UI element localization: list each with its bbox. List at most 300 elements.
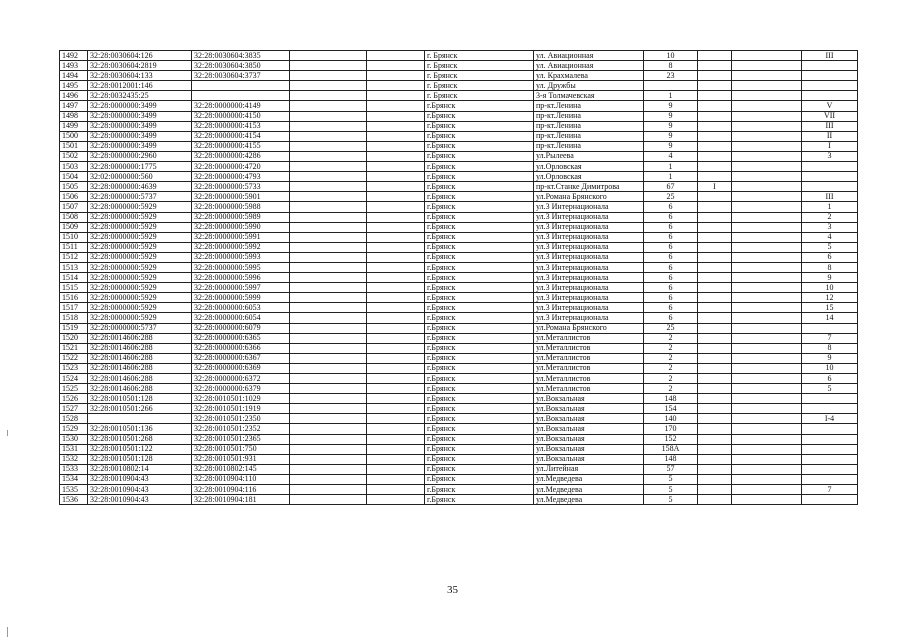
object-cadastral-number-cell: 32:28:0000000:5989 bbox=[192, 212, 290, 222]
object-cadastral-number-cell: 32:28:0000000:5996 bbox=[192, 273, 290, 283]
street-cell: ул. Авиационная bbox=[534, 61, 644, 71]
house-number-cell: 1 bbox=[644, 91, 698, 101]
object-cadastral-number-cell: 32:28:0010501:2365 bbox=[192, 434, 290, 444]
cadastral-number-cell: 32:28:0000000:5929 bbox=[88, 293, 192, 303]
city-cell: г.Брянск bbox=[425, 353, 534, 363]
table-row bbox=[60, 363, 858, 373]
empty-cell bbox=[290, 151, 367, 161]
row-number-cell: 1509 bbox=[60, 222, 88, 232]
house-number-cell: 2 bbox=[644, 353, 698, 363]
street-cell: пр-кт.Ленина bbox=[534, 121, 644, 131]
object-cadastral-number-cell: 32:28:0000000:6365 bbox=[192, 333, 290, 343]
premises-number-cell bbox=[802, 464, 858, 474]
house-number-cell: 23 bbox=[644, 71, 698, 81]
empty-cell bbox=[367, 363, 425, 373]
empty-cell bbox=[290, 81, 367, 91]
empty-cell bbox=[290, 212, 367, 222]
street-cell: ул.Медведева bbox=[534, 474, 644, 484]
premises-number-cell bbox=[802, 71, 858, 81]
empty-cell bbox=[367, 202, 425, 212]
building-cell bbox=[698, 242, 732, 252]
street-cell: ул.3 Интернационала bbox=[534, 252, 644, 262]
row-number-cell: 1503 bbox=[60, 162, 88, 172]
city-cell: г.Брянск bbox=[425, 474, 534, 484]
object-cadastral-number-cell: 32:28:0000000:4154 bbox=[192, 131, 290, 141]
row-number-cell: 1502 bbox=[60, 151, 88, 161]
street-cell: ул.Металлистов bbox=[534, 363, 644, 373]
empty-cell bbox=[732, 262, 802, 272]
scan-edge-mark bbox=[7, 430, 8, 436]
building-cell bbox=[698, 424, 732, 434]
empty-cell bbox=[290, 353, 367, 363]
premises-number-cell: II bbox=[802, 131, 858, 141]
street-cell: ул.Вокзальная bbox=[534, 444, 644, 454]
empty-cell bbox=[290, 495, 367, 505]
cadastral-number-cell: 32:28:0010501:136 bbox=[88, 424, 192, 434]
premises-number-cell: 6 bbox=[802, 374, 858, 384]
empty-cell bbox=[290, 374, 367, 384]
empty-cell bbox=[732, 202, 802, 212]
house-number-cell: 9 bbox=[644, 121, 698, 131]
city-cell: г.Брянск bbox=[425, 434, 534, 444]
premises-number-cell: III bbox=[802, 192, 858, 202]
street-cell: ул.3 Интернационала bbox=[534, 273, 644, 283]
house-number-cell: 5 bbox=[644, 474, 698, 484]
street-cell: 3-я Толмачевская bbox=[534, 91, 644, 101]
empty-cell bbox=[732, 81, 802, 91]
premises-number-cell: 5 bbox=[802, 384, 858, 394]
premises-number-cell bbox=[802, 323, 858, 333]
house-number-cell: 6 bbox=[644, 283, 698, 293]
empty-cell bbox=[732, 61, 802, 71]
city-cell: г. Брянск bbox=[425, 81, 534, 91]
premises-number-cell: 5 bbox=[802, 242, 858, 252]
premises-number-cell: 14 bbox=[802, 313, 858, 323]
premises-number-cell: 8 bbox=[802, 343, 858, 353]
house-number-cell: 5 bbox=[644, 495, 698, 505]
empty-cell bbox=[367, 434, 425, 444]
row-number-cell: 1532 bbox=[60, 454, 88, 464]
premises-number-cell: 4 bbox=[802, 232, 858, 242]
city-cell: г.Брянск bbox=[425, 273, 534, 283]
empty-cell bbox=[732, 51, 802, 61]
house-number-cell: 9 bbox=[644, 101, 698, 111]
city-cell: г.Брянск bbox=[425, 384, 534, 394]
object-cadastral-number-cell: 32:28:0010904:181 bbox=[192, 495, 290, 505]
empty-cell bbox=[367, 313, 425, 323]
house-number-cell: 6 bbox=[644, 212, 698, 222]
street-cell: ул. Авиационная bbox=[534, 51, 644, 61]
house-number-cell: 140 bbox=[644, 414, 698, 424]
house-number-cell: 2 bbox=[644, 333, 698, 343]
row-number-cell: 1494 bbox=[60, 71, 88, 81]
object-cadastral-number-cell: 32:28:0010904:110 bbox=[192, 474, 290, 484]
cadastral-number-cell: 32:28:0000000:5929 bbox=[88, 283, 192, 293]
city-cell: г.Брянск bbox=[425, 454, 534, 464]
object-cadastral-number-cell: 32:28:0010501:1029 bbox=[192, 394, 290, 404]
row-number-cell: 1499 bbox=[60, 121, 88, 131]
empty-cell bbox=[732, 131, 802, 141]
object-cadastral-number-cell: 32:28:0000000:5990 bbox=[192, 222, 290, 232]
table-row bbox=[60, 111, 858, 121]
street-cell: ул.Вокзальная bbox=[534, 414, 644, 424]
street-cell: ул.Вокзальная bbox=[534, 404, 644, 414]
city-cell: г.Брянск bbox=[425, 485, 534, 495]
city-cell: г.Брянск bbox=[425, 262, 534, 272]
cadastral-number-cell: 32:28:0014606:288 bbox=[88, 333, 192, 343]
building-cell: I bbox=[698, 182, 732, 192]
object-cadastral-number-cell: 32:28:0030604:3737 bbox=[192, 71, 290, 81]
house-number-cell: 6 bbox=[644, 222, 698, 232]
row-number-cell: 1528 bbox=[60, 414, 88, 424]
street-cell: ул.Орловская bbox=[534, 162, 644, 172]
city-cell: г.Брянск bbox=[425, 151, 534, 161]
street-cell: ул.Медведева bbox=[534, 495, 644, 505]
empty-cell bbox=[367, 242, 425, 252]
street-cell: пр-кт.Ленина bbox=[534, 101, 644, 111]
house-number-cell: 170 bbox=[644, 424, 698, 434]
street-cell: ул.Рылеева bbox=[534, 151, 644, 161]
house-number-cell bbox=[644, 81, 698, 91]
object-cadastral-number-cell: 32:28:0010501:750 bbox=[192, 444, 290, 454]
row-number-cell: 1508 bbox=[60, 212, 88, 222]
empty-cell bbox=[732, 474, 802, 484]
building-cell bbox=[698, 172, 732, 182]
table-row bbox=[60, 414, 858, 424]
house-number-cell: 10 bbox=[644, 51, 698, 61]
object-cadastral-number-cell: 32:28:0000000:6379 bbox=[192, 384, 290, 394]
empty-cell bbox=[290, 323, 367, 333]
object-cadastral-number-cell: 32:28:0000000:5999 bbox=[192, 293, 290, 303]
empty-cell bbox=[732, 71, 802, 81]
object-cadastral-number-cell: 32:28:0000000:6366 bbox=[192, 343, 290, 353]
empty-cell bbox=[732, 363, 802, 373]
city-cell: г.Брянск bbox=[425, 444, 534, 454]
cadastral-number-cell: 32:28:0000000:5929 bbox=[88, 313, 192, 323]
empty-cell bbox=[367, 464, 425, 474]
table-row bbox=[60, 343, 858, 353]
object-cadastral-number-cell: 32:28:0030604:3850 bbox=[192, 61, 290, 71]
street-cell: ул.Романа Брянского bbox=[534, 323, 644, 333]
city-cell: г.Брянск bbox=[425, 293, 534, 303]
cadastral-number-cell: 32:28:0010501:128 bbox=[88, 454, 192, 464]
cadastral-number-cell: 32:28:0000000:5929 bbox=[88, 232, 192, 242]
empty-cell bbox=[290, 71, 367, 81]
premises-number-cell bbox=[802, 495, 858, 505]
empty-cell bbox=[732, 404, 802, 414]
building-cell bbox=[698, 252, 732, 262]
cadastral-number-cell: 32:28:0000000:5929 bbox=[88, 242, 192, 252]
empty-cell bbox=[290, 454, 367, 464]
street-cell: ул.3 Интернационала bbox=[534, 313, 644, 323]
street-cell: ул.Вокзальная bbox=[534, 434, 644, 444]
building-cell bbox=[698, 192, 732, 202]
cadastral-number-cell: 32:28:0010904:43 bbox=[88, 495, 192, 505]
cadastral-number-cell: 32:28:0000000:3499 bbox=[88, 101, 192, 111]
premises-number-cell bbox=[802, 91, 858, 101]
city-cell: г.Брянск bbox=[425, 222, 534, 232]
street-cell: ул.3 Интернационала bbox=[534, 202, 644, 212]
empty-cell bbox=[367, 212, 425, 222]
empty-cell bbox=[367, 81, 425, 91]
premises-number-cell bbox=[802, 182, 858, 192]
object-cadastral-number-cell: 32:28:0000000:6369 bbox=[192, 363, 290, 373]
object-cadastral-number-cell: 32:28:0010802:145 bbox=[192, 464, 290, 474]
city-cell: г.Брянск bbox=[425, 252, 534, 262]
row-number-cell: 1526 bbox=[60, 394, 88, 404]
object-cadastral-number-cell: 32:28:0000000:5997 bbox=[192, 283, 290, 293]
table-row bbox=[60, 293, 858, 303]
building-cell bbox=[698, 212, 732, 222]
cadastral-number-cell: 32:28:0010501:122 bbox=[88, 444, 192, 454]
empty-cell bbox=[367, 485, 425, 495]
empty-cell bbox=[367, 172, 425, 182]
city-cell: г. Брянск bbox=[425, 61, 534, 71]
row-number-cell: 1524 bbox=[60, 374, 88, 384]
street-cell: ул.Металлистов bbox=[534, 353, 644, 363]
building-cell bbox=[698, 141, 732, 151]
empty-cell bbox=[367, 131, 425, 141]
premises-number-cell bbox=[802, 394, 858, 404]
row-number-cell: 1493 bbox=[60, 61, 88, 71]
city-cell: г.Брянск bbox=[425, 192, 534, 202]
cadastral-number-cell: 32:28:0000000:5929 bbox=[88, 212, 192, 222]
house-number-cell: 5 bbox=[644, 485, 698, 495]
building-cell bbox=[698, 444, 732, 454]
building-cell bbox=[698, 323, 732, 333]
street-cell: ул.Вокзальная bbox=[534, 454, 644, 464]
table-row bbox=[60, 222, 858, 232]
row-number-cell: 1500 bbox=[60, 131, 88, 141]
premises-number-cell bbox=[802, 172, 858, 182]
object-cadastral-number-cell: 32:28:0010501:1919 bbox=[192, 404, 290, 414]
row-number-cell: 1513 bbox=[60, 262, 88, 272]
cadastral-number-cell: 32:28:0000000:5737 bbox=[88, 192, 192, 202]
empty-cell bbox=[732, 343, 802, 353]
empty-cell bbox=[732, 333, 802, 343]
table-row bbox=[60, 212, 858, 222]
empty-cell bbox=[290, 424, 367, 434]
object-cadastral-number-cell: 32:28:0000000:5733 bbox=[192, 182, 290, 192]
cadastral-number-cell: 32:28:0000000:5929 bbox=[88, 262, 192, 272]
object-cadastral-number-cell: 32:28:0010501:2350 bbox=[192, 414, 290, 424]
house-number-cell: 1 bbox=[644, 162, 698, 172]
premises-number-cell: III bbox=[802, 121, 858, 131]
row-number-cell: 1511 bbox=[60, 242, 88, 252]
table-row bbox=[60, 172, 858, 182]
empty-cell bbox=[367, 293, 425, 303]
empty-cell bbox=[732, 151, 802, 161]
row-number-cell: 1504 bbox=[60, 172, 88, 182]
empty-cell bbox=[367, 61, 425, 71]
table-row bbox=[60, 464, 858, 474]
row-number-cell: 1535 bbox=[60, 485, 88, 495]
object-cadastral-number-cell: 32:28:0000000:6372 bbox=[192, 374, 290, 384]
empty-cell bbox=[290, 303, 367, 313]
register-table bbox=[59, 50, 858, 505]
building-cell bbox=[698, 111, 732, 121]
premises-number-cell: 2 bbox=[802, 212, 858, 222]
building-cell bbox=[698, 434, 732, 444]
city-cell: г.Брянск bbox=[425, 121, 534, 131]
premises-number-cell: 3 bbox=[802, 151, 858, 161]
empty-cell bbox=[732, 454, 802, 464]
empty-cell bbox=[290, 91, 367, 101]
street-cell: ул.3 Интернационала bbox=[534, 303, 644, 313]
house-number-cell: 6 bbox=[644, 262, 698, 272]
empty-cell bbox=[367, 141, 425, 151]
city-cell: г.Брянск bbox=[425, 212, 534, 222]
building-cell bbox=[698, 71, 732, 81]
cadastral-number-cell: 32:28:0000000:3499 bbox=[88, 131, 192, 141]
premises-number-cell: 6 bbox=[802, 252, 858, 262]
empty-cell bbox=[290, 182, 367, 192]
object-cadastral-number-cell: 32:28:0000000:4149 bbox=[192, 101, 290, 111]
table-row bbox=[60, 394, 858, 404]
city-cell: г.Брянск bbox=[425, 131, 534, 141]
object-cadastral-number-cell: 32:28:0000000:6367 bbox=[192, 353, 290, 363]
street-cell: ул.Романа Брянского bbox=[534, 192, 644, 202]
empty-cell bbox=[290, 131, 367, 141]
row-number-cell: 1514 bbox=[60, 273, 88, 283]
table-row bbox=[60, 313, 858, 323]
cadastral-number-cell: 32:28:0014606:288 bbox=[88, 374, 192, 384]
empty-cell bbox=[732, 414, 802, 424]
object-cadastral-number-cell: 32:28:0030604:3835 bbox=[192, 51, 290, 61]
building-cell bbox=[698, 293, 732, 303]
house-number-cell: 25 bbox=[644, 323, 698, 333]
empty-cell bbox=[732, 212, 802, 222]
empty-cell bbox=[290, 202, 367, 212]
empty-cell bbox=[732, 485, 802, 495]
street-cell: ул.3 Интернационала bbox=[534, 242, 644, 252]
object-cadastral-number-cell: 32:28:0000000:6079 bbox=[192, 323, 290, 333]
street-cell: ул.Орловская bbox=[534, 172, 644, 182]
row-number-cell: 1515 bbox=[60, 283, 88, 293]
row-number-cell: 1505 bbox=[60, 182, 88, 192]
street-cell: ул.Металлистов bbox=[534, 374, 644, 384]
street-cell: ул.Литейная bbox=[534, 464, 644, 474]
street-cell: ул.3 Интернационала bbox=[534, 222, 644, 232]
table-row bbox=[60, 374, 858, 384]
empty-cell bbox=[290, 485, 367, 495]
cadastral-number-cell: 32:28:0030604:126 bbox=[88, 51, 192, 61]
building-cell bbox=[698, 91, 732, 101]
cadastral-number-cell: 32:28:0030604:133 bbox=[88, 71, 192, 81]
city-cell: г.Брянск bbox=[425, 303, 534, 313]
building-cell bbox=[698, 131, 732, 141]
house-number-cell: 152 bbox=[644, 434, 698, 444]
table-row bbox=[60, 262, 858, 272]
house-number-cell: 6 bbox=[644, 232, 698, 242]
building-cell bbox=[698, 495, 732, 505]
empty-cell bbox=[367, 71, 425, 81]
premises-number-cell: V bbox=[802, 101, 858, 111]
building-cell bbox=[698, 202, 732, 212]
house-number-cell: 6 bbox=[644, 252, 698, 262]
empty-cell bbox=[732, 121, 802, 131]
city-cell: г.Брянск bbox=[425, 111, 534, 121]
street-cell: ул.3 Интернационала bbox=[534, 283, 644, 293]
row-number-cell: 1498 bbox=[60, 111, 88, 121]
row-number-cell: 1506 bbox=[60, 192, 88, 202]
empty-cell bbox=[732, 353, 802, 363]
cadastral-number-cell: 32:28:0014606:288 bbox=[88, 353, 192, 363]
city-cell: г. Брянск bbox=[425, 51, 534, 61]
object-cadastral-number-cell: 32:28:0000000:5991 bbox=[192, 232, 290, 242]
city-cell: г.Брянск bbox=[425, 313, 534, 323]
empty-cell bbox=[290, 222, 367, 232]
empty-cell bbox=[290, 384, 367, 394]
row-number-cell: 1536 bbox=[60, 495, 88, 505]
empty-cell bbox=[290, 273, 367, 283]
house-number-cell: 9 bbox=[644, 141, 698, 151]
table-row bbox=[60, 91, 858, 101]
house-number-cell: 67 bbox=[644, 182, 698, 192]
empty-cell bbox=[732, 273, 802, 283]
table-row bbox=[60, 151, 858, 161]
row-number-cell: 1507 bbox=[60, 202, 88, 212]
empty-cell bbox=[290, 343, 367, 353]
object-cadastral-number-cell: 32:28:0000000:4150 bbox=[192, 111, 290, 121]
street-cell: ул.Металлистов bbox=[534, 333, 644, 343]
empty-cell bbox=[367, 232, 425, 242]
object-cadastral-number-cell: 32:28:0000000:4286 bbox=[192, 151, 290, 161]
row-number-cell: 1518 bbox=[60, 313, 88, 323]
house-number-cell: 6 bbox=[644, 313, 698, 323]
building-cell bbox=[698, 363, 732, 373]
city-cell: г.Брянск bbox=[425, 363, 534, 373]
page-number: 35 bbox=[447, 584, 458, 596]
table-row bbox=[60, 71, 858, 81]
premises-number-cell: 15 bbox=[802, 303, 858, 313]
building-cell bbox=[698, 404, 732, 414]
empty-cell bbox=[732, 394, 802, 404]
empty-cell bbox=[367, 474, 425, 484]
building-cell bbox=[698, 262, 732, 272]
house-number-cell: 8 bbox=[644, 61, 698, 71]
cadastral-number-cell: 32:28:0012001:146 bbox=[88, 81, 192, 91]
empty-cell bbox=[732, 434, 802, 444]
city-cell: г.Брянск bbox=[425, 464, 534, 474]
row-number-cell: 1525 bbox=[60, 384, 88, 394]
building-cell bbox=[698, 353, 732, 363]
building-cell bbox=[698, 81, 732, 91]
cadastral-number-cell: 32:02:0000000:560 bbox=[88, 172, 192, 182]
empty-cell bbox=[732, 323, 802, 333]
object-cadastral-number-cell: 32:28:0000000:5992 bbox=[192, 242, 290, 252]
table-row bbox=[60, 495, 858, 505]
empty-cell bbox=[290, 111, 367, 121]
house-number-cell: 6 bbox=[644, 303, 698, 313]
row-number-cell: 1533 bbox=[60, 464, 88, 474]
cadastral-number-cell bbox=[88, 414, 192, 424]
empty-cell bbox=[290, 242, 367, 252]
empty-cell bbox=[367, 101, 425, 111]
table-row bbox=[60, 232, 858, 242]
table-row bbox=[60, 141, 858, 151]
street-cell: пр-кт.Ленина bbox=[534, 141, 644, 151]
building-cell bbox=[698, 313, 732, 323]
row-number-cell: 1521 bbox=[60, 343, 88, 353]
city-cell: г.Брянск bbox=[425, 172, 534, 182]
table-row bbox=[60, 182, 858, 192]
empty-cell bbox=[732, 444, 802, 454]
row-number-cell: 1510 bbox=[60, 232, 88, 242]
city-cell: г.Брянск bbox=[425, 242, 534, 252]
building-cell bbox=[698, 414, 732, 424]
premises-number-cell: 3 bbox=[802, 222, 858, 232]
